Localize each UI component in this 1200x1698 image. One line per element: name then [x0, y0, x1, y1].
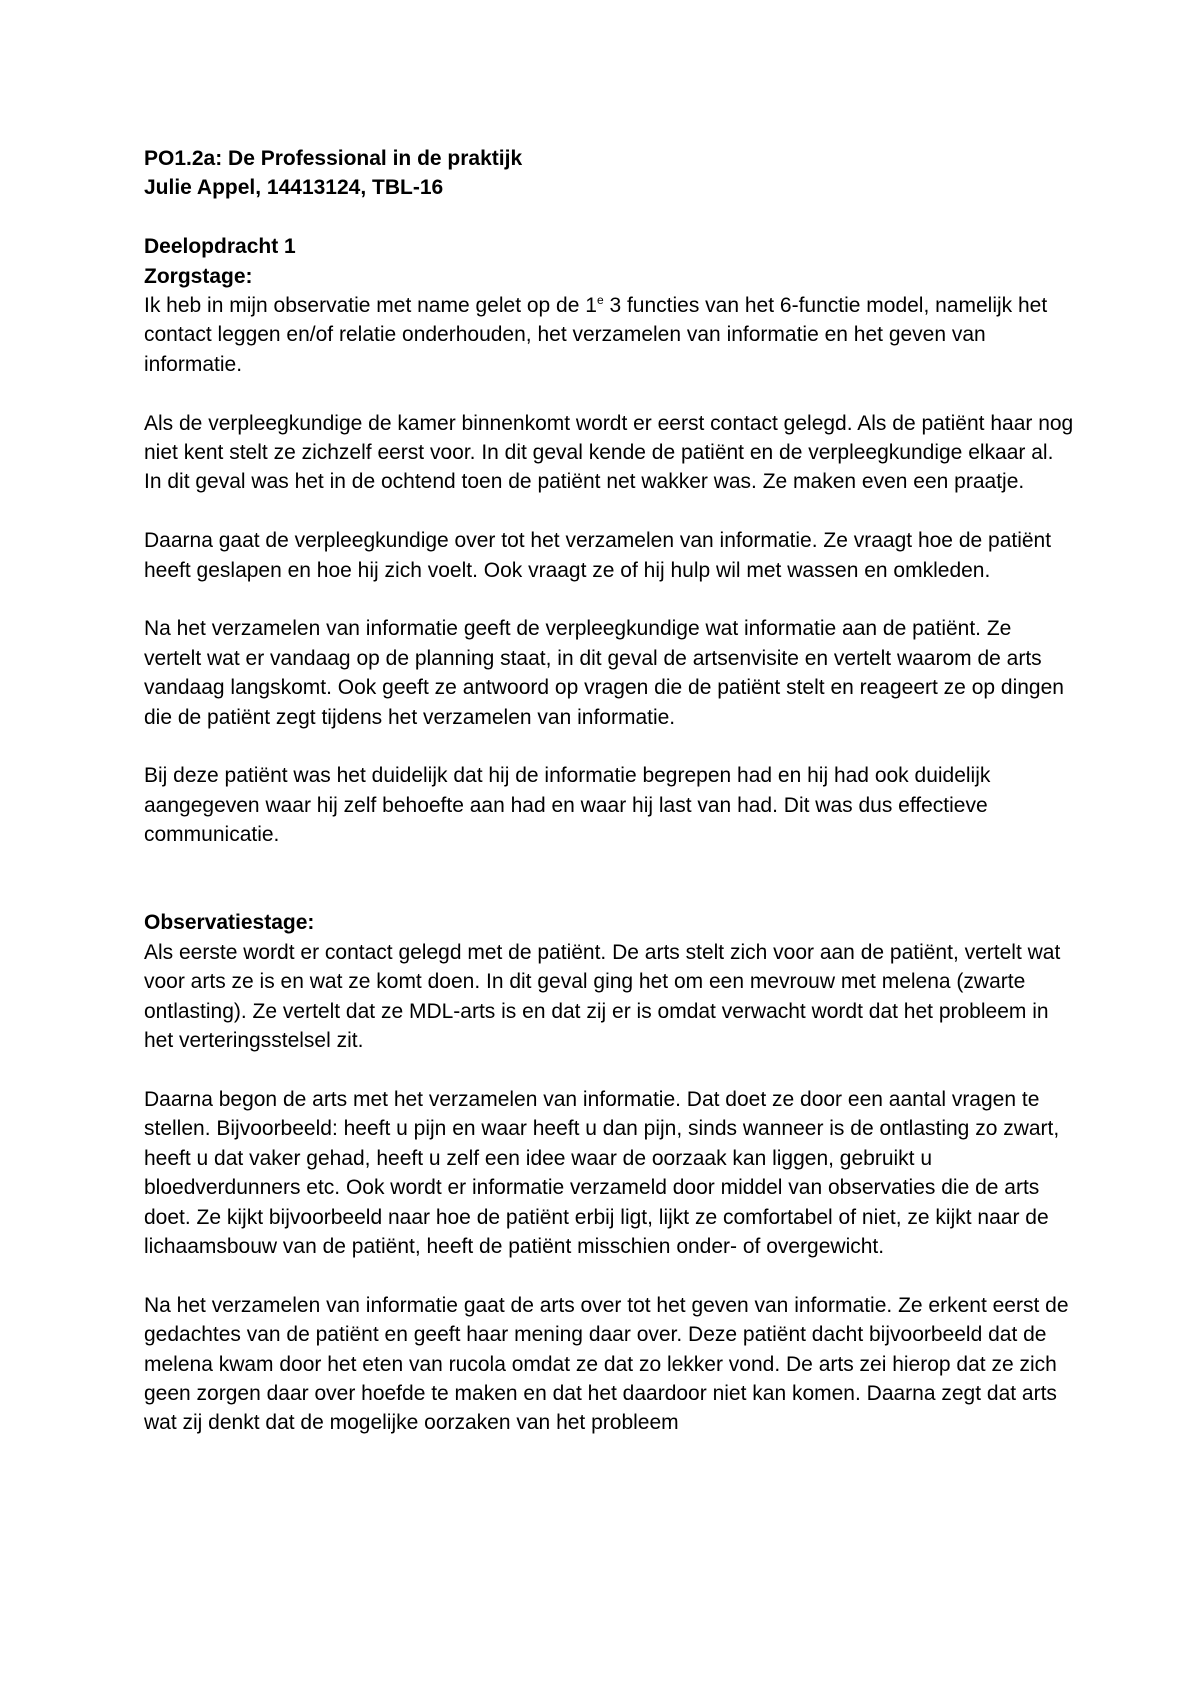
- spacer: [144, 1261, 1074, 1290]
- superscript: e: [596, 293, 604, 308]
- paragraph-observatiestage-2: Daarna begon de arts met het verzamelen van informatie. Dat doet ze door een aantal vragen te stellen. Bijvoorbeeld: heeft u pijn en waar heeft u dan pijn, sinds wanneer is de ontlasting zo zwart, heeft u dat vaker gehad, heeft u zelf een idee waar de oorzaak kan liggen, gebruikt u bloedverdunners etc. Ook wordt er informatie verzameld door middel van observaties die de arts doet. Ze kijkt bijvoorbeeld naar hoe de patiënt erbij ligt, lijkt ze comfortabel of niet, ze kijkt naar de lichaamsbouw van de patiënt, heeft de patiënt misschien onder- of overgewicht.: [144, 1087, 1060, 1258]
- paragraph-zorgstage-4: Na het verzamelen van informatie geeft de verpleegkundige wat informatie aan de patiënt. Ze vertelt wat er vandaag op de planning staat, in dit geval de artsenvisite en vertelt waarom de arts vandaag langskomt. Ook geeft ze antwoord op vragen die de patiënt stelt en reageert ze op dingen die de patiënt zegt tijdens het verzamelen van informatie.: [144, 617, 1064, 729]
- document-body: [144, 144, 1074, 1438]
- section-heading-deelopdracht: Deelopdracht 1: [144, 235, 296, 259]
- paragraph-zorgstage-1: [144, 291, 1074, 379]
- document-title: PO1.2a: De Professional in de praktijk: [144, 147, 523, 170]
- paragraph-text: Ik heb in mijn observatie met name gelet op de 1: [144, 294, 597, 318]
- paragraph-text: 3 functies van het 6-functie model, namelijk het contact leggen en/of relatie onderhouden, het verzamelen van informatie en het geven van informatie.: [144, 294, 1048, 376]
- spacer: [144, 497, 1074, 526]
- paragraph-observatiestage-1: Als eerste wordt er contact gelegd met de patiënt. De arts stelt zich voor aan de patiënt, vertelt wat voor arts ze is en wat ze komt doen. In dit geval ging het om een mevrouw met melena (zwarte ontlasting). Ze vertelt dat ze MDL-arts is en dat zij er is omdat verwacht wordt dat het probleem in het verteringsstelsel zit.: [144, 940, 1061, 1053]
- spacer: [144, 850, 1074, 909]
- spacer: [144, 585, 1074, 614]
- spacer: [144, 1056, 1074, 1085]
- paragraph-observatiestage-3: Na het verzamelen van informatie gaat de arts over tot het geven van informatie. Ze erkent eerst de gedachtes van de patiënt en geeft haar mening daar over. Deze patiënt dacht bijvoorbeeld dat de melena kwam door het eten van rucola omdat ze dat zo lekker vond. De arts zei hierop dat ze zich geen zorgen daar over hoefde te maken en dat het daardoor niet kan komen. Daarna zegt dat arts wat zij denkt dat de mogelijke oorzaken van het probleem: [144, 1293, 1069, 1435]
- paragraph-zorgstage-3: Daarna gaat de verpleegkundige over tot het verzamelen van informatie. Ze vraagt hoe de patiënt heeft geslapen en hoe hij zich voelt. Ook vraagt ze of hij hulp wil met wassen en omkleden.: [144, 529, 1052, 582]
- paragraph-zorgstage-5: Bij deze patiënt was het duidelijk dat hij de informatie begrepen had en hij had ook duidelijk aangegeven waar hij zelf behoefte aan had en waar hij last van had. Dit was dus effectieve communicatie.: [144, 764, 991, 847]
- subheading-observatiestage: Observatiestage:: [144, 911, 315, 935]
- spacer: [144, 203, 1074, 232]
- subheading-zorgstage: Zorgstage:: [144, 264, 253, 288]
- paragraph-zorgstage-2: Als de verpleegkundige de kamer binnenkomt wordt er eerst contact gelegd. Als de patiënt haar nog niet kent stelt ze zichzelf eerst voor. In dit geval kende de patiënt en de verpleegkundige elkaar al. In dit geval was het in de ochtend toen de patiënt net wakker was. Ze maken even een praatje.: [144, 411, 1074, 494]
- spacer: [144, 379, 1074, 408]
- spacer: [144, 732, 1074, 761]
- author-line: Julie Appel, 14413124, TBL-16: [144, 176, 444, 200]
